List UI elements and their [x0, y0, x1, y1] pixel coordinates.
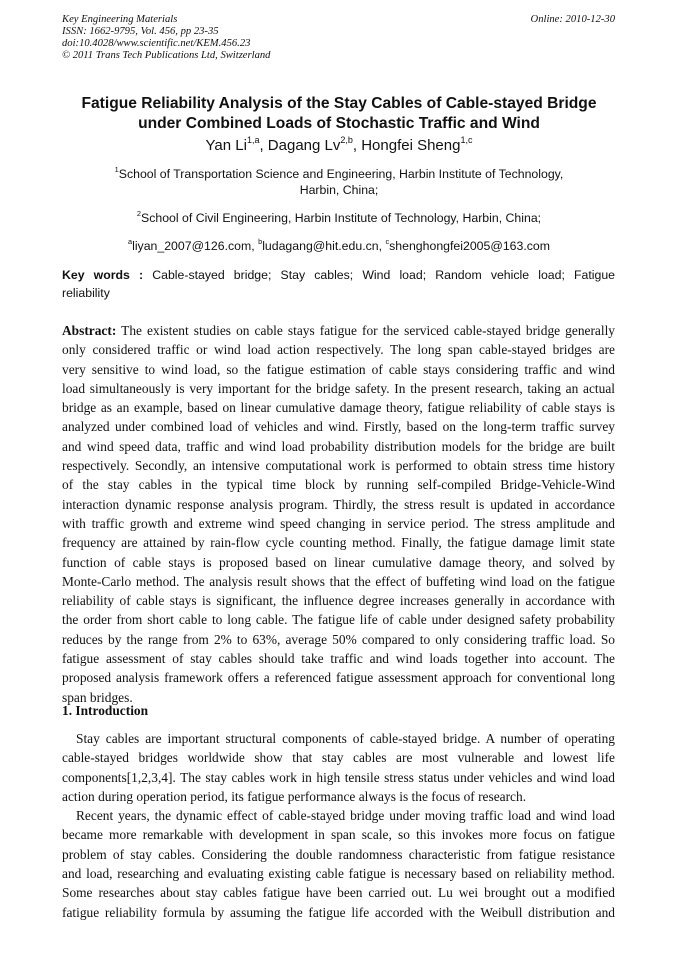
- title-line-2: under Combined Loads of Stochastic Traffic and Wind: [138, 115, 540, 132]
- journal-name: Key Engineering Materials: [62, 14, 178, 25]
- abstract-line: bridge as an example, based on linear cumulative damage theory, fatigue reliability of cable stays is: [62, 400, 615, 416]
- author-sup: 1,a: [246, 134, 260, 145]
- body-line: Stay cables are important structural components of cable-stayed bridge. A number of operating: [76, 731, 615, 746]
- email-link[interactable]: liyan_2007@126.com: [132, 239, 252, 253]
- affiliation-text: School of Transportation Science and Engineering, Harbin Institute of Technology,: [118, 167, 564, 181]
- body-line: components[1,2,3,4]. The stay cables work in high tensile stress status under vehicles and wind load: [62, 769, 615, 785]
- abstract-line: fatigue assessment of stay cables should take traffic and wind loads together into account. The: [62, 651, 615, 667]
- abstract-line: interaction dynamic response analysis program. Thirdly, the stress result is updated in accordance: [62, 496, 615, 512]
- email-link[interactable]: shenghongfei2005@163.com: [389, 239, 550, 253]
- abstract-line: The existent studies on cable stays fatigue for the serviced cable-stayed bridge generally: [116, 323, 615, 338]
- body-line: and load, researching and evaluating existing cable fatigue is necessary based on reliability method.: [62, 866, 615, 882]
- abstract-line: frequency are attained by rain-flow cycle counting method. Finally, the fatigue damage limit state: [62, 535, 615, 551]
- abstract-line: very sensitive to wind load, so the fatigue estimation of cable stays considering traffic and wind: [62, 361, 615, 377]
- keywords-text: Cable-stayed bridge; Stay cables; Wind load; Random vehicle load; Fatigue: [152, 268, 616, 282]
- body-line: became more remarkable with development in span scale, so this invokes more focus on fatigue: [62, 827, 615, 843]
- copyright: © 2011 Trans Tech Publications Ltd, Switzerland: [62, 50, 271, 61]
- body-line: problem of stay cables. Considering the double randomness characteristic from fatigue resistance: [62, 846, 615, 862]
- keywords: [62, 266, 615, 302]
- affiliation-sup: 2: [136, 208, 141, 218]
- author-name: Hongfei Sheng: [361, 137, 461, 154]
- doi: doi:10.4028/www.scientific.net/KEM.456.23: [62, 38, 251, 49]
- affiliation-1: [40, 166, 638, 198]
- abstract-line: proposed analysis framework offers a referenced fatigue assessment approach for conventional long: [62, 670, 615, 686]
- title-line-1: Fatigue Reliability Analysis of the Stay Cables of Cable-stayed Bridge: [81, 95, 597, 112]
- body-line: Some researches about stay cables fatigue have been carried out. Lu wei brought out a modified: [62, 885, 615, 901]
- abstract-line: span bridges.: [62, 689, 133, 705]
- abstract: [62, 321, 615, 707]
- separator: ,: [378, 239, 386, 253]
- author-name: Dagang Lv: [267, 137, 341, 154]
- body-line: fatigue reliability formula by assuming the fatigue life accorded with the Weibull distribution and: [62, 904, 615, 920]
- abstract-label: Abstract:: [62, 323, 117, 338]
- keywords-text: reliability: [62, 286, 110, 300]
- abstract-line: only considered traffic or wind load action respectively. The long span cable-stayed bridges are: [62, 342, 615, 358]
- abstract-line: Monte-Carlo method. The analysis result shows that the effect of buffeting wind load on the fatigue: [62, 573, 615, 589]
- email-sup: c: [385, 236, 390, 246]
- affiliation-2: [40, 210, 638, 226]
- abstract-line: function of cable stays is proposed based on linear cumulative damage theory, and solved by: [62, 554, 615, 570]
- email-list: [40, 238, 638, 254]
- abstract-line: of the stay cables in the typical time block by running self-compiled Bridge-Vehicle-Wind: [62, 477, 615, 493]
- author-list: [40, 136, 638, 156]
- email-sup: a: [127, 236, 133, 246]
- abstract-line: reduces by the range from 2% to 63%, average 50% compared to only considering traffic load. So: [62, 631, 615, 647]
- affiliation-text: Harbin, China;: [299, 183, 379, 197]
- affiliation-sup: 1: [114, 164, 119, 174]
- abstract-line: respectively. Secondly, an intensive computational work is performed to obtain stress time history: [62, 458, 615, 474]
- journal-header: [62, 14, 615, 62]
- abstract-line: load simultaneously is very important for the bridge safety. In the present research, taking an actual: [62, 380, 615, 396]
- section-heading-introduction: 1. Introduction: [62, 703, 149, 718]
- abstract-line: with traffic growth and extreme wind speed changing in service period. The stress amplitude and: [62, 515, 615, 531]
- body-line: action during operation period, its fatigue performance always is the focus of research.: [62, 788, 527, 804]
- author-name: Yan Li: [205, 137, 247, 154]
- online-date: Online: 2010-12-30: [530, 14, 615, 25]
- issn: ISSN: 1662-9795, Vol. 456, pp 23-35: [62, 26, 219, 37]
- separator: ,: [352, 137, 362, 154]
- body-line: Recent years, the dynamic effect of cable-stayed bridge under moving traffic load and wind load: [76, 808, 615, 824]
- abstract-line: analyzed under combined load of vehicles and wind. Firstly, based on the long-term traffic survey: [62, 419, 615, 435]
- abstract-line: and wind speed data, traffic and wind load probability distribution models for the bridge are built: [62, 438, 615, 454]
- abstract-line: the order from short cable to long cable. The fatigue life of cable under designed safety probability: [62, 612, 615, 628]
- body-line: cable-stayed bridges worldwide show that stay cables are most vulnerable and lowest life: [62, 750, 615, 766]
- paper-title: [40, 94, 638, 134]
- keywords-label: Key words :: [62, 268, 144, 282]
- affiliation-text: School of Civil Engineering, Harbin Institute of Technology, Harbin, China;: [141, 211, 542, 225]
- separator: ,: [251, 239, 259, 253]
- separator: ,: [259, 137, 268, 154]
- email-sup: b: [258, 236, 263, 246]
- author-sup: 2,b: [340, 134, 353, 145]
- email-link[interactable]: ludagang@hit.edu.cn: [262, 239, 379, 253]
- abstract-line: reliability of cable stays is significant, the influence degree increases generally in accordance with: [62, 593, 615, 609]
- author-sup: 1,c: [460, 134, 473, 145]
- introduction-body: [62, 729, 615, 922]
